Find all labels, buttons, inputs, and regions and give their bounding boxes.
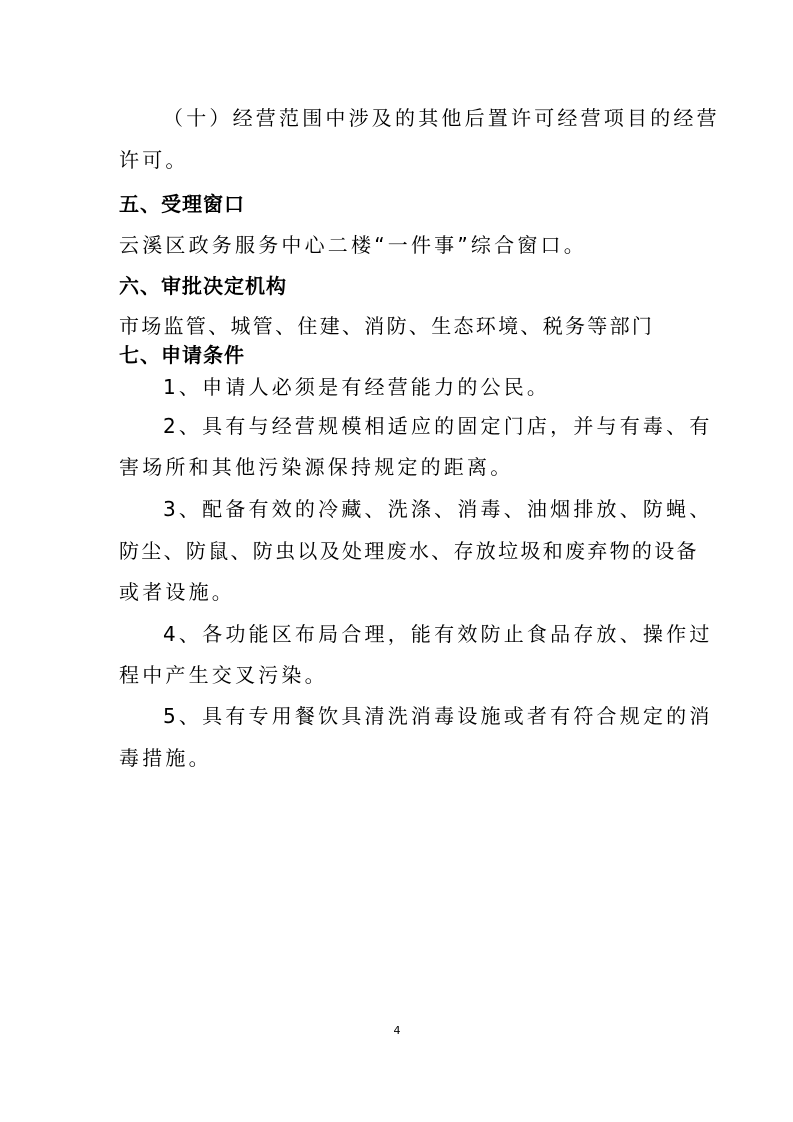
paragraph-line: （十）经营范围中涉及的其他后置许可经营项目的经营 [163,106,720,130]
paragraph-line: 许可。 [119,148,189,172]
list-item: 3、配备有效的冷藏、洗涤、消毒、油烟排放、防蝇、 [163,497,713,521]
section-heading: 五、受理窗口 [119,192,245,216]
paragraph-line: 市场监管、城管、住建、消防、生态环境、税务等部门 [119,314,655,338]
paragraph-line: 程中产生交叉污染。 [119,663,328,687]
section-heading: 六、审批决定机构 [119,274,287,298]
paragraph-line: 防尘、防鼠、防虫以及处理废水、存放垃圾和废弃物的设备 [119,539,699,563]
paragraph-line: 毒措施。 [119,746,212,770]
list-item: 4、各功能区布局合理，能有效防止食品存放、操作过 [163,622,713,646]
list-item: 5、具有专用餐饮具清洗消毒设施或者有符合规定的消 [163,704,713,728]
paragraph-line: 害场所和其他污染源保持规定的距离。 [119,455,514,479]
section-heading: 七、申请条件 [119,343,245,367]
page-number: 4 [393,1024,401,1037]
list-item: 2、具有与经营规模相适应的固定门店，并与有毒、有 [163,414,713,438]
paragraph-line: 或者设施。 [119,580,235,604]
list-item: 1、申请人必须是有经营能力的公民。 [163,375,551,399]
paragraph-line: 云溪区政务服务中心二楼“一件事”综合窗口。 [119,233,587,257]
